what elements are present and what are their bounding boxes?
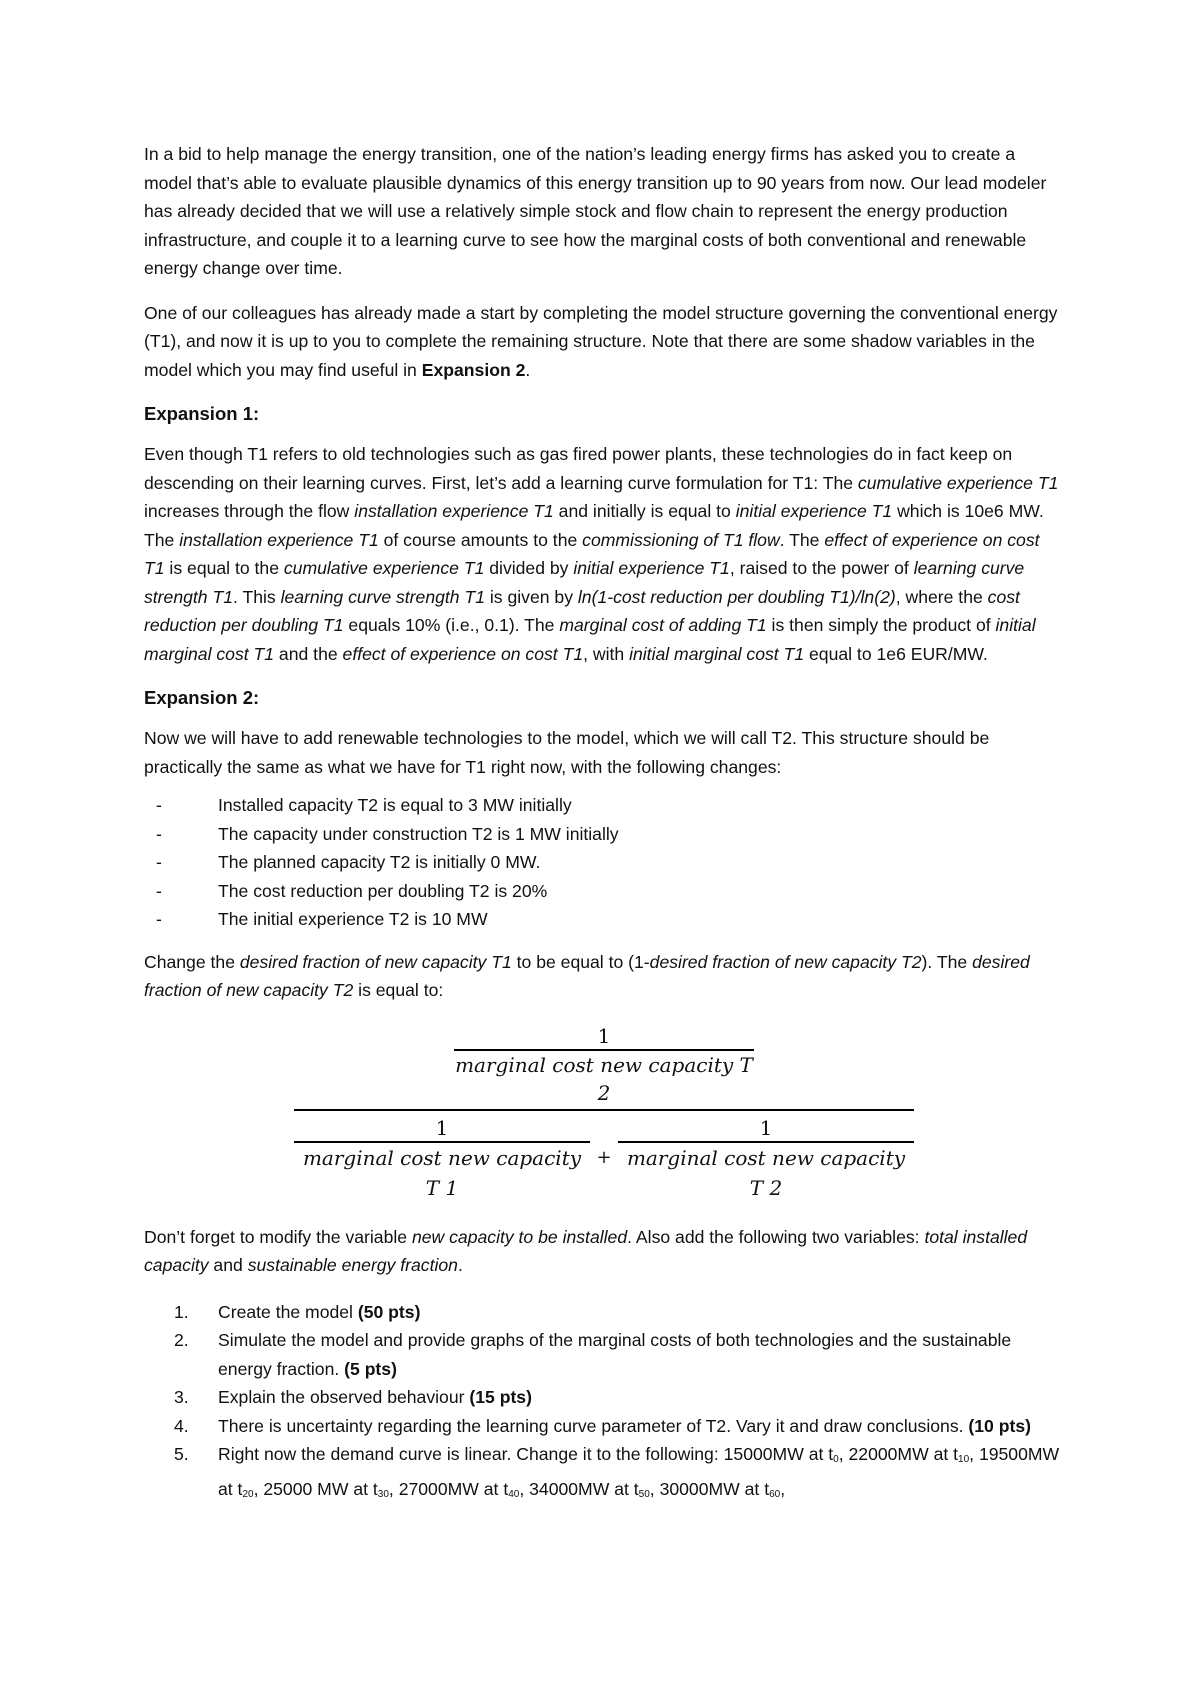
var: total installed capacity: [144, 1226, 1028, 1275]
task-item: [144, 1298, 1064, 1327]
var: desired fraction of new capacity T2: [649, 951, 922, 972]
formula-one: 1: [759, 1115, 773, 1140]
list-item: - The planned capacity T2 is initially 0 MW.: [144, 848, 1064, 877]
time-subscript: 30: [377, 1488, 389, 1500]
text: Don’t forget to modify the variable: [144, 1226, 412, 1247]
exp1-var: learning curve strength T1: [144, 558, 1025, 607]
formula-denominator-t1: marginal cost new capacity T 1: [294, 1141, 590, 1203]
task-number: 3.: [174, 1387, 189, 1407]
list-item: - Installed capacity T2 is equal to 3 MW initially: [144, 791, 1064, 820]
text: . Also add the following two variables:: [627, 1226, 925, 1247]
text: ). The: [921, 951, 973, 972]
expansion-2-intro: Now we will have to add renewable technologies to the model, which we will call T2. This structure should be practically the same as what we have for T1 right now, with the following changes:: [144, 728, 990, 777]
demand-value: 15000MW at t: [723, 1444, 834, 1464]
task-item: [144, 1440, 1064, 1509]
exp1-text: divided by: [484, 558, 574, 578]
list-item: - The cost reduction per doubling T2 is 20%: [144, 877, 1064, 906]
exp1-text: increases through the flow: [144, 501, 355, 521]
exp1-text: , raised to the power of: [729, 558, 914, 578]
demand-value: 34000MW at t: [529, 1478, 639, 1499]
task-points: (10 pts): [968, 1415, 1031, 1436]
exp1-var: installation experience T1: [179, 529, 379, 550]
demand-point: [399, 1479, 529, 1499]
exp1-var: effect of experience on cost T1: [342, 643, 584, 664]
demand-point: [263, 1479, 398, 1499]
exp1-var: initial experience T1: [735, 501, 893, 521]
exp1-var: learning curve strength T1: [280, 586, 485, 607]
intro-p2-end: .: [525, 359, 531, 380]
exp1-text: is equal to the: [164, 558, 284, 578]
formula-numerator: [454, 1023, 754, 1107]
var: desired fraction of new capacity T1: [239, 951, 512, 972]
var: new capacity to be installed: [411, 1226, 628, 1247]
time-subscript: 60: [769, 1488, 781, 1500]
exp1-var: cumulative experience T1: [283, 558, 485, 578]
exp1-text: Even though T1 refers to old technologies such as gas fired power plants, these technologies do in fact keep on descending on their learning curves. First, let’s add a learning curve formulation for T1: The: [144, 444, 1013, 493]
exp1-var: effect of experience on cost T1: [144, 529, 1040, 578]
formula-one: 1: [435, 1115, 449, 1140]
exp1-text: and initially is equal to: [553, 501, 736, 521]
exp1-text: of course amounts to the: [378, 529, 583, 550]
task-points: (50 pts): [357, 1301, 421, 1322]
text: to be equal to (1-: [511, 951, 650, 972]
intro-paragraph-2: [144, 299, 1064, 385]
task-text: Right now the demand curve is linear. Change it to the following:: [218, 1444, 724, 1464]
task-number: 1.: [174, 1301, 189, 1322]
exp1-text: . The: [779, 529, 825, 550]
expansion-2-heading: Expansion 2:: [144, 687, 260, 708]
task-text: There is uncertainty regarding the learning curve parameter of T2. Vary it and draw conclusions.: [218, 1415, 969, 1436]
task-text: Explain the observed behaviour: [218, 1387, 470, 1407]
exp1-var: installation experience T1: [354, 501, 554, 521]
exp1-var: initial experience T1: [573, 558, 730, 578]
task-text: Create the model: [218, 1301, 358, 1322]
formula-denominator: [294, 1115, 914, 1203]
demand-point: [529, 1479, 659, 1499]
task-list: [144, 1298, 1064, 1510]
task-text: Simulate the model and provide graphs of the marginal costs of both technologies and the sustainable energy fraction.: [218, 1330, 1012, 1379]
time-subscript: 50: [638, 1488, 650, 1500]
task-number: 5.: [174, 1444, 189, 1464]
demand-point: [849, 1444, 979, 1464]
task-number: 2.: [174, 1330, 189, 1350]
task-item: [144, 1412, 1064, 1441]
exp1-text: equal to 1e6 EUR/MW.: [804, 643, 988, 664]
formula-one: 1: [597, 1023, 611, 1048]
formula-term-t1: [294, 1115, 590, 1203]
changes-list: [144, 791, 1064, 934]
var: sustainable energy fraction: [247, 1255, 458, 1275]
separator: ,: [969, 1444, 979, 1464]
expansion-1-paragraph: [144, 440, 1064, 668]
time-subscript: 10: [958, 1454, 970, 1465]
exp1-var: initial marginal cost T1: [144, 615, 1036, 664]
exp1-text: is then simply the product of: [766, 615, 996, 635]
exp1-text: . This: [233, 586, 281, 607]
exp1-var: initial marginal cost T1: [629, 643, 805, 664]
formula-denominator-t2: marginal cost new capacity T 2: [618, 1141, 914, 1203]
desired-fraction-formula: [294, 1023, 914, 1203]
separator: ,: [519, 1478, 530, 1499]
task-item: [144, 1326, 1064, 1383]
exp1-var: marginal cost of adding T1: [559, 615, 767, 635]
intro-p2-bold: Expansion 2: [421, 359, 526, 380]
dont-forget-paragraph: [144, 1223, 1064, 1280]
time-subscript: 40: [508, 1488, 520, 1500]
text: .: [457, 1255, 463, 1275]
intro-paragraph-1: In a bid to help manage the energy transition, one of the nation’s leading energy firms has asked you to create a model that’s able to evaluate plausible dynamics of this energy transition up to 90 years from now. Our lead modeler has already decided that we will use a relatively simple stock and flow chain to represent the energy production infrastructure, and couple it to a learning curve to see how the marginal costs of both conventional and renewable energy change over time.: [144, 144, 1047, 278]
document-page: [144, 140, 1064, 1509]
exp1-text: which is 10e6 MW. The: [144, 501, 1044, 550]
exp1-text: , where the: [895, 586, 988, 607]
task-item: [144, 1383, 1064, 1412]
time-subscript: 0: [833, 1454, 839, 1465]
demand-value: 30000MW at t: [659, 1478, 770, 1499]
exp1-text: and the: [274, 643, 343, 664]
demand-value: 19500MW at t: [218, 1444, 1060, 1499]
formula-main-fraction-bar: [294, 1109, 914, 1111]
text: Change the: [144, 951, 240, 972]
change-fraction-paragraph: [144, 948, 1064, 1005]
task-points: (15 pts): [469, 1387, 532, 1407]
intro-p2-text: One of our colleagues has already made a start by completing the model structure governing the conventional energy (T1), and now it is up to you to complete the remaining structure. Note that there are some shadow variables in the model which you may find useful in: [144, 302, 1058, 380]
demand-point: [660, 1479, 786, 1499]
expansion-1-heading: Expansion 1:: [144, 403, 260, 424]
demand-point: [724, 1444, 849, 1464]
task-number: 4.: [174, 1415, 189, 1436]
demand-value: 25000 MW at t: [263, 1478, 378, 1499]
exp1-text: equals 10% (i.e., 0.1). The: [343, 615, 560, 635]
time-subscript: 20: [242, 1488, 254, 1500]
formula-term-t2: [618, 1115, 914, 1203]
exp1-text: is given by: [484, 586, 578, 607]
text: is equal to:: [353, 980, 444, 1000]
task-points: (5 pts): [344, 1358, 397, 1379]
separator: ,: [253, 1478, 264, 1499]
list-item: - The capacity under construction T2 is 1 MW initially: [144, 820, 1064, 849]
separator: ,: [388, 1478, 399, 1499]
var: desired fraction of new capacity T2: [144, 951, 1030, 1000]
exp1-var: cost reduction per doubling T1: [144, 586, 1020, 635]
separator: ,: [838, 1444, 849, 1464]
demand-value: 22000MW at t: [848, 1444, 959, 1464]
exp1-text: , with: [583, 643, 630, 664]
formula-plus: +: [596, 1147, 612, 1169]
separator: ,: [649, 1478, 660, 1499]
text: and: [208, 1255, 248, 1275]
exp1-var: commissioning of T1 flow: [582, 529, 780, 550]
separator: ,: [780, 1478, 786, 1499]
list-item: - The initial experience T2 is 10 MW: [144, 905, 1064, 934]
exp1-var: cumulative experience T1: [857, 472, 1059, 493]
formula-denominator-t2: marginal cost new capacity T 2: [454, 1049, 754, 1107]
demand-value: 27000MW at t: [398, 1478, 509, 1499]
exp1-var: ln(1-cost reduction per doubling T1)/ln(2): [577, 586, 896, 607]
